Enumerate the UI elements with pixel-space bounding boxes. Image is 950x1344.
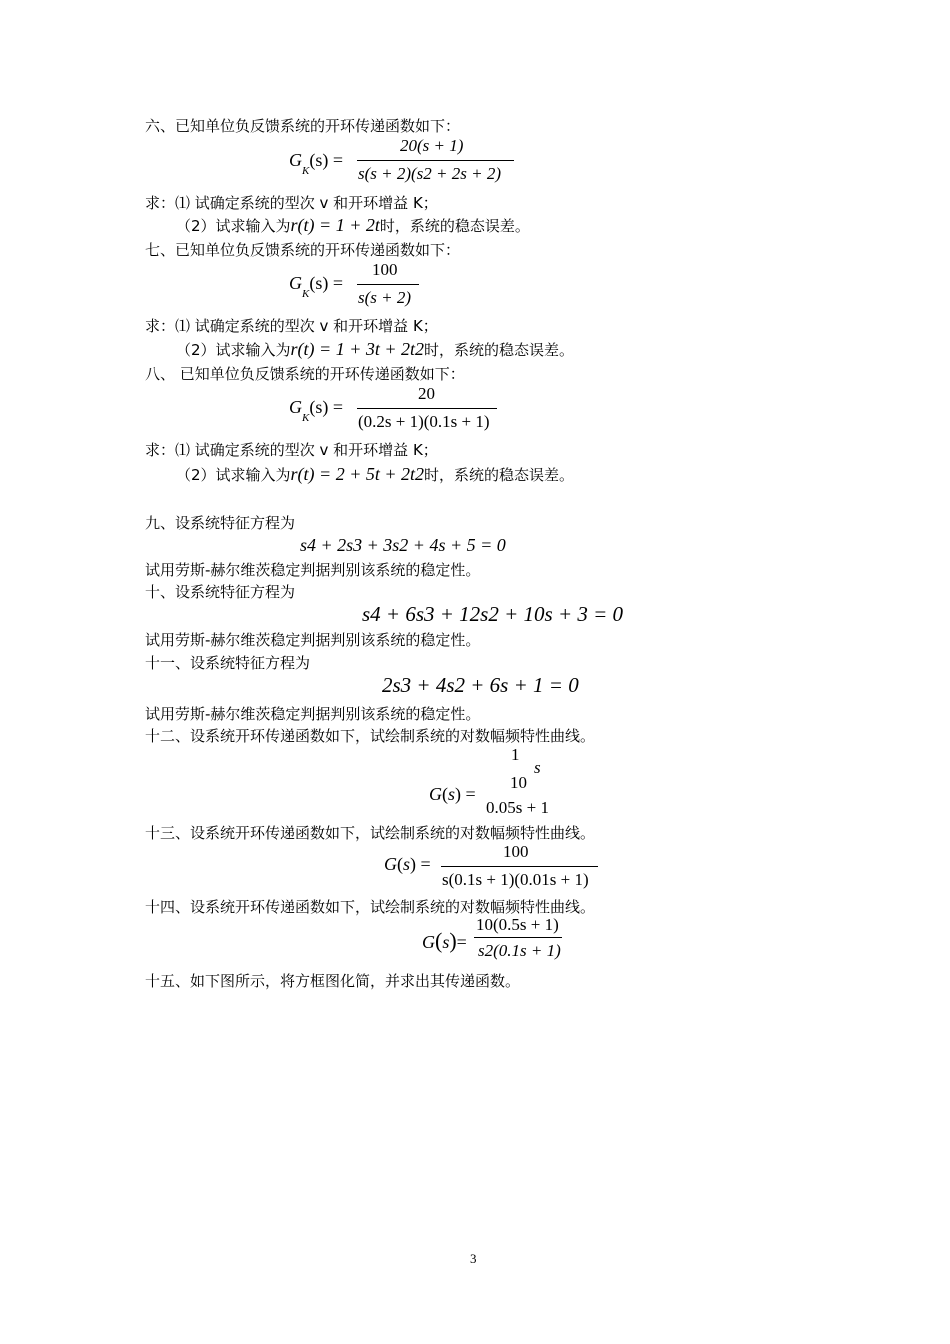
lhs-rest: (s) = [309, 150, 343, 170]
problem-7-title: 七、已知单位负反馈系统的开环传递函数如下： [145, 241, 461, 259]
problem-9-equation: s4 + 2s3 + 3s2 + 4s + 5 = 0 [300, 535, 506, 555]
fraction-bar [441, 866, 598, 867]
problem-14-denominator: s2(0.1s + 1) [478, 941, 561, 960]
problem-12-title: 十二、设系统开环传递函数如下，试绘制系统的对数幅频特性曲线。 [145, 727, 596, 745]
problem-7-lhs [289, 273, 343, 300]
problem-7-denominator: s(s + 2) [358, 288, 412, 307]
problem-8-title: 八、 已知单位负反馈系统的开环传递函数如下： [145, 365, 465, 383]
problem-8-lhs [289, 397, 343, 424]
q2-formula: r(t) = 2 + 5t + 2t2 [290, 464, 424, 484]
problem-12-numerator: 10 [510, 773, 527, 792]
lhs-subscript: K [302, 165, 310, 177]
problem-6-denominator: s(s + 2)(s2 + 2s + 2) [358, 164, 502, 183]
q2-formula: r(t) = 1 + 3t + 2t2 [290, 339, 424, 359]
q2-prefix: （2）试求输入为 [176, 466, 291, 484]
problem-13-numerator: 100 [503, 842, 529, 861]
problem-9-title: 九、设系统特征方程为 [145, 514, 296, 532]
q2-suffix: 时，系统的稳态误差。 [379, 217, 530, 235]
problem-12-lhs: G(s) = [429, 784, 476, 804]
lhs-g: G [289, 150, 302, 170]
problem-8-denominator: (0.2s + 1)(0.1s + 1) [358, 412, 490, 431]
problem-7-q1: 求：⑴ 试确定系统的型次 v 和开环增益 K； [145, 317, 438, 335]
problem-6-title: 六、已知单位负反馈系统的开环传递函数如下： [145, 117, 461, 135]
problem-11-question: 试用劳斯-赫尔维茨稳定判据判别该系统的稳定性。 [145, 705, 481, 723]
lhs-rest: (s) = [309, 273, 343, 293]
q2-prefix: （2）试求输入为 [176, 217, 291, 235]
problem-12-top-s: s [534, 758, 541, 777]
problem-11-title: 十一、设系统特征方程为 [145, 654, 311, 672]
fraction-bar [357, 284, 419, 285]
problem-14-lhs: G(s)= [422, 928, 467, 953]
q2-suffix: 时，系统的稳态误差。 [423, 466, 574, 484]
problem-13-lhs: G(s) = [384, 854, 431, 874]
problem-13-denominator: s(0.1s + 1)(0.01s + 1) [442, 870, 589, 889]
q2-suffix: 时，系统的稳态误差。 [423, 341, 574, 359]
lhs-g: G [289, 397, 302, 417]
page-number: 3 [470, 1251, 477, 1266]
problem-7-q2 [176, 339, 574, 360]
problem-8-q2 [176, 464, 574, 485]
problem-6-q2 [176, 215, 530, 236]
lhs-g: G [289, 273, 302, 293]
fraction-bar [474, 937, 562, 938]
q2-formula: r(t) = 1 + 2t [290, 215, 380, 235]
fraction-bar [357, 160, 514, 161]
problem-10-equation: s4 + 6s3 + 12s2 + 10s + 3 = 0 [362, 602, 624, 626]
problem-10-question: 试用劳斯-赫尔维茨稳定判据判别该系统的稳定性。 [145, 631, 481, 649]
lhs-subscript: K [302, 288, 310, 300]
q2-prefix: （2）试求输入为 [176, 341, 291, 359]
problem-14-title: 十四、设系统开环传递函数如下，试绘制系统的对数幅频特性曲线。 [145, 898, 596, 916]
problem-13-title: 十三、设系统开环传递函数如下，试绘制系统的对数幅频特性曲线。 [145, 824, 596, 842]
problem-6-q1: 求：⑴ 试确定系统的型次 v 和开环增益 K； [145, 194, 438, 212]
problem-12-denominator: 0.05s + 1 [486, 798, 549, 817]
problem-12-top-one: 1 [511, 745, 520, 764]
problem-9-question: 试用劳斯-赫尔维茨稳定判据判别该系统的稳定性。 [145, 561, 481, 579]
problem-6-numerator: 20(s + 1) [400, 136, 464, 155]
problem-7-numerator: 100 [372, 260, 398, 279]
problem-15-title: 十五、如下图所示，将方框图化简，并求出其传递函数。 [145, 972, 521, 990]
problem-14-numerator: 10(0.5s + 1) [476, 915, 559, 934]
problem-6-lhs [289, 150, 343, 177]
fraction-bar [357, 408, 497, 409]
lhs-rest: (s) = [309, 397, 343, 417]
lhs-subscript: K [302, 412, 310, 424]
problem-8-numerator: 20 [418, 384, 435, 403]
problem-11-equation: 2s3 + 4s2 + 6s + 1 = 0 [382, 673, 579, 697]
problem-10-title: 十、设系统特征方程为 [145, 583, 296, 601]
problem-8-q1: 求：⑴ 试确定系统的型次 v 和开环增益 K； [145, 441, 438, 459]
